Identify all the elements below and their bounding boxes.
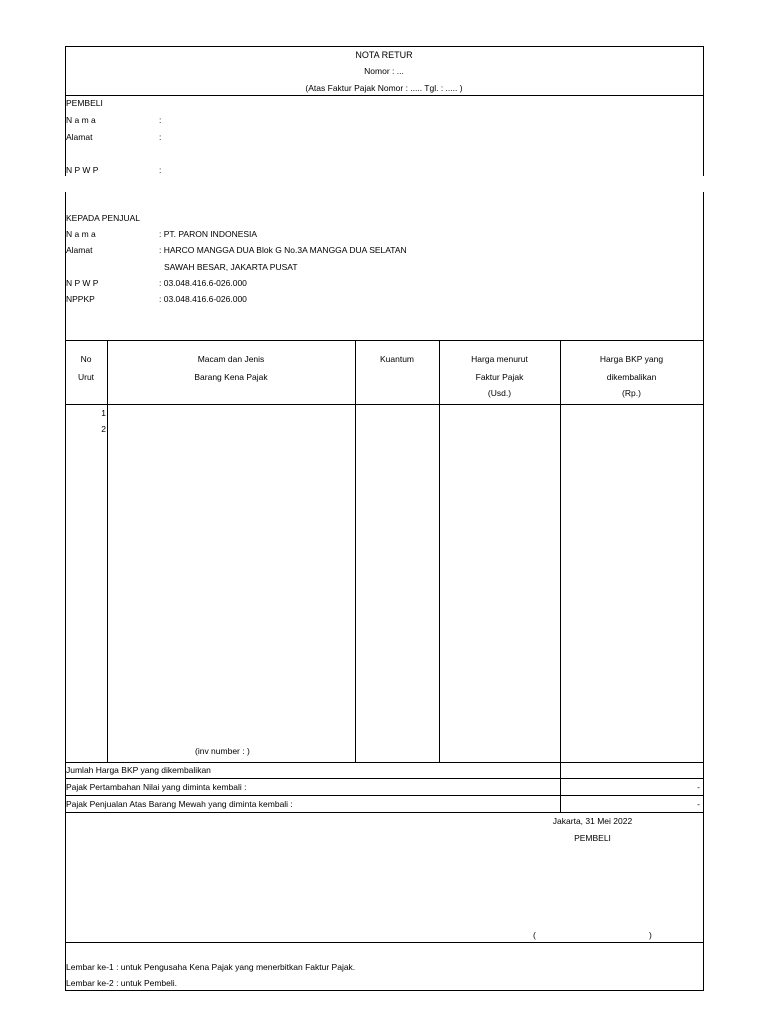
signature-role: PEMBELI bbox=[574, 833, 611, 843]
col-header-bkp-3: (Rp.) bbox=[622, 388, 641, 398]
signature-place-date: Jakarta, 31 Mei 2022 bbox=[552, 816, 633, 826]
col-header-no-2: Urut bbox=[77, 372, 95, 382]
buyer-name-label: N a m a bbox=[66, 115, 96, 125]
signature-close-paren: ) bbox=[649, 930, 652, 940]
buyer-npwp-label: N P W P bbox=[66, 165, 99, 175]
row-number: 2 bbox=[101, 424, 106, 434]
col-header-macam-1: Macam dan Jenis bbox=[197, 354, 265, 364]
invoice-number-note: (inv number : ) bbox=[195, 746, 250, 756]
col-header-harga-1: Harga menurut bbox=[471, 354, 528, 364]
seller-npwp-value: : 03.048.416.6-026.000 bbox=[159, 278, 247, 288]
buyer-name-value: : bbox=[159, 115, 162, 125]
row-number: 1 bbox=[101, 408, 106, 418]
col-header-kuantum: Kuantum bbox=[379, 354, 415, 364]
footer-note-2: Lembar ke-2 : untuk Pembeli. bbox=[66, 978, 178, 988]
buyer-address-label: Alamat bbox=[66, 132, 93, 142]
seller-address-line-1: : HARCO MANGGA DUA Blok G No.3A MANGGA DUA SELATAN bbox=[159, 245, 407, 255]
signature-open-paren: ( bbox=[533, 930, 536, 940]
col-header-no-1: No bbox=[80, 354, 92, 364]
ppn-label: Pajak Pertambahan Nilai yang diminta kembali : bbox=[66, 782, 247, 792]
seller-npwp-label: N P W P bbox=[66, 278, 99, 288]
col-header-macam-2: Barang Kena Pajak bbox=[194, 372, 268, 382]
doc-title: NOTA RETUR bbox=[355, 50, 413, 60]
seller-name-label: N a m a bbox=[66, 229, 96, 239]
footer-note-1: Lembar ke-1 : untuk Pengusaha Kena Pajak yang menerbitkan Faktur Pajak. bbox=[66, 962, 356, 972]
buyer-npwp-value: : bbox=[159, 165, 162, 175]
seller-nppkp-value: : 03.048.416.6-026.000 bbox=[159, 294, 247, 304]
doc-number: Nomor : ... bbox=[364, 66, 404, 76]
seller-address-line-2: SAWAH BESAR, JAKARTA PUSAT bbox=[164, 262, 298, 272]
ppnbm-value: - bbox=[697, 799, 700, 809]
doc-reference: (Atas Faktur Pajak Nomor : ..... Tgl. : ..... ) bbox=[305, 83, 463, 93]
seller-section-label: KEPADA PENJUAL bbox=[66, 213, 141, 223]
seller-address-label: Alamat bbox=[66, 245, 93, 255]
ppnbm-label: Pajak Penjualan Atas Barang Mewah yang diminta kembali : bbox=[66, 799, 293, 809]
buyer-section-label: PEMBELI bbox=[66, 98, 103, 108]
seller-name-value: : PT. PARON INDONESIA bbox=[159, 229, 258, 239]
col-header-bkp-2: dikembalikan bbox=[606, 372, 657, 382]
col-header-bkp-1: Harga BKP yang bbox=[599, 354, 664, 364]
col-header-harga-2: Faktur Pajak bbox=[475, 372, 524, 382]
total-bkp-label: Jumlah Harga BKP yang dikembalikan bbox=[66, 765, 211, 775]
seller-nppkp-label: NPPKP bbox=[66, 294, 95, 304]
col-header-harga-3: (Usd.) bbox=[487, 388, 512, 398]
ppn-value: - bbox=[697, 782, 700, 792]
buyer-address-value: : bbox=[159, 132, 162, 142]
